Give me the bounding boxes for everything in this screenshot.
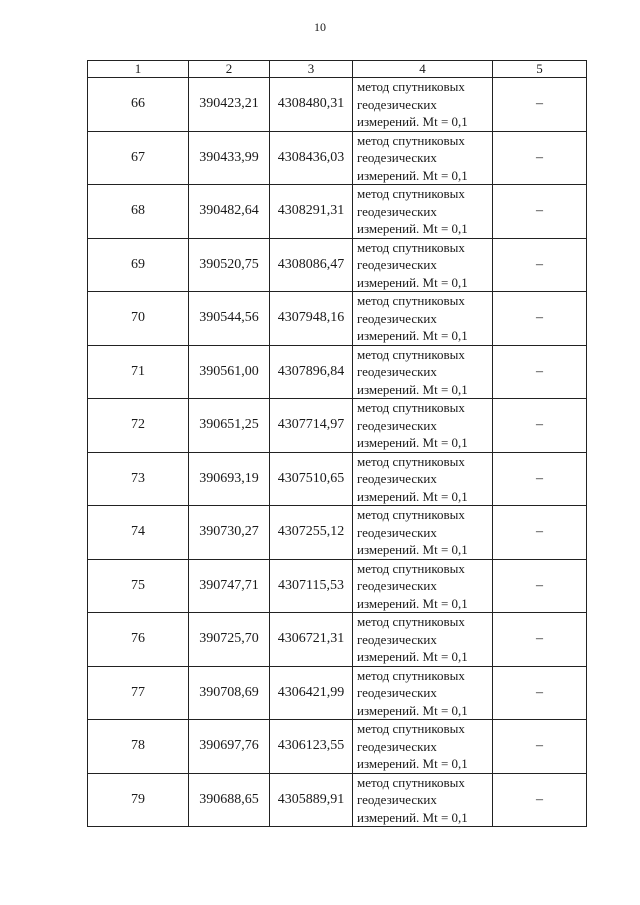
method-line: измерений. Mt = 0,1: [357, 595, 468, 611]
method-cell: [353, 78, 493, 132]
table-row: [88, 399, 587, 453]
method-line: метод спутниковых: [357, 560, 465, 576]
header-col-3: 3: [270, 61, 353, 78]
table-header: [88, 61, 587, 78]
y-coordinate-cell: 4308291,31: [270, 185, 353, 239]
note-cell: –: [493, 185, 587, 239]
table-row: [88, 78, 587, 132]
method-cell: [353, 452, 493, 506]
y-coordinate-cell: 4305889,91: [270, 773, 353, 827]
header-col-5: 5: [493, 61, 587, 78]
method-line: геодезических: [357, 631, 437, 647]
point-number-cell: 72: [88, 399, 189, 453]
coordinates-table: [87, 60, 587, 827]
method-cell: [353, 666, 493, 720]
method-line: измерений. Mt = 0,1: [357, 435, 468, 450]
method-cell: [353, 131, 493, 185]
point-number-cell: 77: [88, 666, 189, 720]
table-row: [88, 292, 587, 346]
method-line: метод спутниковых: [357, 614, 465, 629]
point-number-cell: 70: [88, 292, 189, 346]
method-line: геодезических: [357, 150, 437, 165]
point-number-cell: 76: [88, 613, 189, 667]
method-line: метод спутниковых: [357, 507, 465, 522]
method-cell: [353, 292, 493, 346]
method-cell: [353, 185, 493, 239]
y-coordinate-cell: 4307896,84: [270, 345, 353, 399]
method-line: измерений. Mt = 0,1: [357, 381, 468, 397]
note-cell: –: [493, 666, 587, 720]
note-cell: –: [493, 452, 587, 506]
x-coordinate-cell: 390520,75: [189, 238, 270, 292]
header-col-1: 1: [88, 61, 189, 78]
note-cell: –: [493, 399, 587, 453]
method-line: геодезических: [357, 471, 437, 486]
method-line: метод спутниковых: [357, 721, 465, 736]
method-line: измерений. Mt = 0,1: [357, 167, 468, 183]
note-cell: –: [493, 613, 587, 667]
x-coordinate-cell: 390730,27: [189, 506, 270, 560]
method-line: метод спутниковых: [357, 667, 465, 683]
x-coordinate-cell: 390482,64: [189, 185, 270, 239]
y-coordinate-cell: 4307255,12: [270, 506, 353, 560]
note-cell: –: [493, 773, 587, 827]
method-line: геодезических: [357, 792, 437, 807]
point-number-cell: 78: [88, 720, 189, 774]
point-number-cell: 74: [88, 506, 189, 560]
method-line: геодезических: [357, 685, 437, 700]
y-coordinate-cell: 4306421,99: [270, 666, 353, 720]
method-line: измерений. Mt = 0,1: [357, 114, 468, 129]
method-line: геодезических: [357, 257, 437, 272]
x-coordinate-cell: 390561,00: [189, 345, 270, 399]
y-coordinate-cell: 4306123,55: [270, 720, 353, 774]
y-coordinate-cell: 4307510,65: [270, 452, 353, 506]
note-cell: –: [493, 720, 587, 774]
method-cell: [353, 345, 493, 399]
method-line: метод спутниковых: [357, 239, 465, 255]
table-row: [88, 238, 587, 292]
method-line: измерений. Mt = 0,1: [357, 488, 468, 504]
note-cell: –: [493, 292, 587, 346]
method-cell: [353, 613, 493, 667]
x-coordinate-cell: 390423,21: [189, 78, 270, 132]
x-coordinate-cell: 390747,71: [189, 559, 270, 613]
method-line: геодезических: [357, 310, 437, 326]
method-cell: [353, 559, 493, 613]
y-coordinate-cell: 4306721,31: [270, 613, 353, 667]
y-coordinate-cell: 4307714,97: [270, 399, 353, 453]
method-line: геодезических: [357, 738, 437, 754]
note-cell: –: [493, 131, 587, 185]
note-cell: –: [493, 238, 587, 292]
method-line: геодезических: [357, 578, 437, 593]
method-cell: [353, 506, 493, 560]
x-coordinate-cell: 390725,70: [189, 613, 270, 667]
note-cell: –: [493, 559, 587, 613]
method-line: измерений. Mt = 0,1: [357, 756, 468, 771]
method-line: измерений. Mt = 0,1: [357, 274, 468, 290]
point-number-cell: 68: [88, 185, 189, 239]
table-row: [88, 131, 587, 185]
method-cell: [353, 773, 493, 827]
method-line: измерений. Mt = 0,1: [357, 809, 468, 825]
point-number-cell: 71: [88, 345, 189, 399]
x-coordinate-cell: 390693,19: [189, 452, 270, 506]
method-cell: [353, 238, 493, 292]
point-number-cell: 66: [88, 78, 189, 132]
table-row: [88, 345, 587, 399]
y-coordinate-cell: 4308436,03: [270, 131, 353, 185]
x-coordinate-cell: 390688,65: [189, 773, 270, 827]
method-line: измерений. Mt = 0,1: [357, 328, 468, 343]
method-line: измерений. Mt = 0,1: [357, 542, 468, 557]
table-row: [88, 773, 587, 827]
header-col-4: 4: [353, 61, 493, 78]
table-body: [88, 78, 587, 827]
table-row: [88, 666, 587, 720]
page-number: 10: [314, 20, 326, 34]
method-line: геодезических: [357, 524, 437, 540]
method-line: метод спутниковых: [357, 400, 465, 415]
table-row: [88, 452, 587, 506]
method-line: метод спутниковых: [357, 79, 465, 94]
method-line: измерений. Mt = 0,1: [357, 702, 468, 718]
x-coordinate-cell: 390544,56: [189, 292, 270, 346]
table-row: [88, 720, 587, 774]
method-line: метод спутниковых: [357, 346, 465, 362]
method-line: метод спутниковых: [357, 293, 465, 308]
header-row: [88, 61, 587, 78]
method-line: геодезических: [357, 417, 437, 433]
method-line: метод спутниковых: [357, 453, 465, 469]
note-cell: –: [493, 506, 587, 560]
y-coordinate-cell: 4307115,53: [270, 559, 353, 613]
x-coordinate-cell: 390708,69: [189, 666, 270, 720]
x-coordinate-cell: 390651,25: [189, 399, 270, 453]
method-line: измерений. Mt = 0,1: [357, 649, 468, 664]
x-coordinate-cell: 390697,76: [189, 720, 270, 774]
table-row: [88, 613, 587, 667]
method-line: геодезических: [357, 96, 437, 112]
method-cell: [353, 399, 493, 453]
method-line: геодезических: [357, 364, 437, 379]
method-line: геодезических: [357, 203, 437, 219]
point-number-cell: 79: [88, 773, 189, 827]
y-coordinate-cell: 4308086,47: [270, 238, 353, 292]
method-line: измерений. Mt = 0,1: [357, 221, 468, 236]
note-cell: –: [493, 345, 587, 399]
table-row: [88, 506, 587, 560]
table-row: [88, 185, 587, 239]
method-line: метод спутниковых: [357, 774, 465, 790]
method-line: метод спутниковых: [357, 186, 465, 201]
point-number-cell: 73: [88, 452, 189, 506]
point-number-cell: 67: [88, 131, 189, 185]
method-line: метод спутниковых: [357, 132, 465, 148]
note-cell: –: [493, 78, 587, 132]
point-number-cell: 75: [88, 559, 189, 613]
table-row: [88, 559, 587, 613]
y-coordinate-cell: 4307948,16: [270, 292, 353, 346]
point-number-cell: 69: [88, 238, 189, 292]
x-coordinate-cell: 390433,99: [189, 131, 270, 185]
y-coordinate-cell: 4308480,31: [270, 78, 353, 132]
method-cell: [353, 720, 493, 774]
header-col-2: 2: [189, 61, 270, 78]
